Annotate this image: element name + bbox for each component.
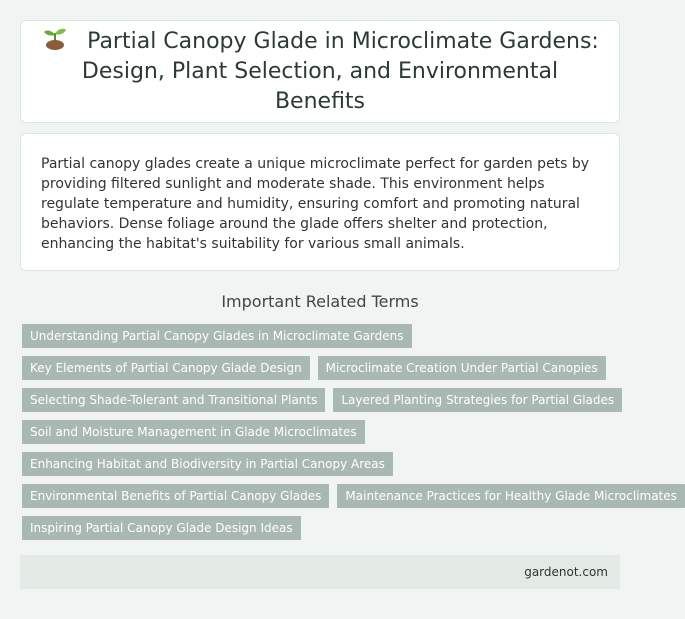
related-term-tag[interactable]: Maintenance Practices for Healthy Glade Microclimates [337, 484, 684, 508]
related-term-tag[interactable]: Microclimate Creation Under Partial Canopies [318, 356, 606, 380]
intro-card [20, 133, 620, 271]
page-title [21, 27, 619, 117]
related-term-tag[interactable]: Selecting Shade-Tolerant and Transitional Plants [22, 388, 325, 412]
intro-paragraph: Partial canopy glades create a unique microclimate perfect for garden pets by providing filtered sunlight and moderate shade. This environment helps regulate temperature and humidity, ensuring comfort and promoting natural behaviors. Dense foliage around the glade offers shelter and protection, enhancing the habitat's suitability for various small animals. [41, 156, 590, 252]
sprout-icon [41, 27, 69, 51]
related-term-tag[interactable]: Key Elements of Partial Canopy Glade Design [22, 356, 310, 380]
tag-row [22, 420, 622, 444]
tag-row [22, 484, 677, 508]
related-term-tag[interactable]: Understanding Partial Canopy Glades in Microclimate Gardens [22, 324, 412, 348]
tag-row [22, 356, 622, 380]
footer [20, 555, 620, 589]
related-terms-heading: Important Related Terms [221, 292, 419, 311]
related-term-tag[interactable]: Layered Planting Strategies for Partial Glades [333, 388, 622, 412]
tag-row [22, 324, 622, 348]
related-term-tag[interactable]: Environmental Benefits of Partial Canopy Glades [22, 484, 329, 508]
related-terms-list [22, 324, 677, 548]
tag-row [22, 516, 622, 540]
page-title-text: Partial Canopy Glade in Microclimate Gardens: Design, Plant Selection, and Environmental Benefits [81, 28, 599, 114]
related-term-tag[interactable]: Soil and Moisture Management in Glade Microclimates [22, 420, 365, 444]
footer-site-link[interactable]: gardenot.com [524, 565, 608, 579]
tag-row [22, 452, 622, 476]
related-term-tag[interactable]: Inspiring Partial Canopy Glade Design Ideas [22, 516, 301, 540]
title-card [20, 20, 620, 123]
tag-row [22, 388, 622, 412]
related-term-tag[interactable]: Enhancing Habitat and Biodiversity in Partial Canopy Areas [22, 452, 393, 476]
